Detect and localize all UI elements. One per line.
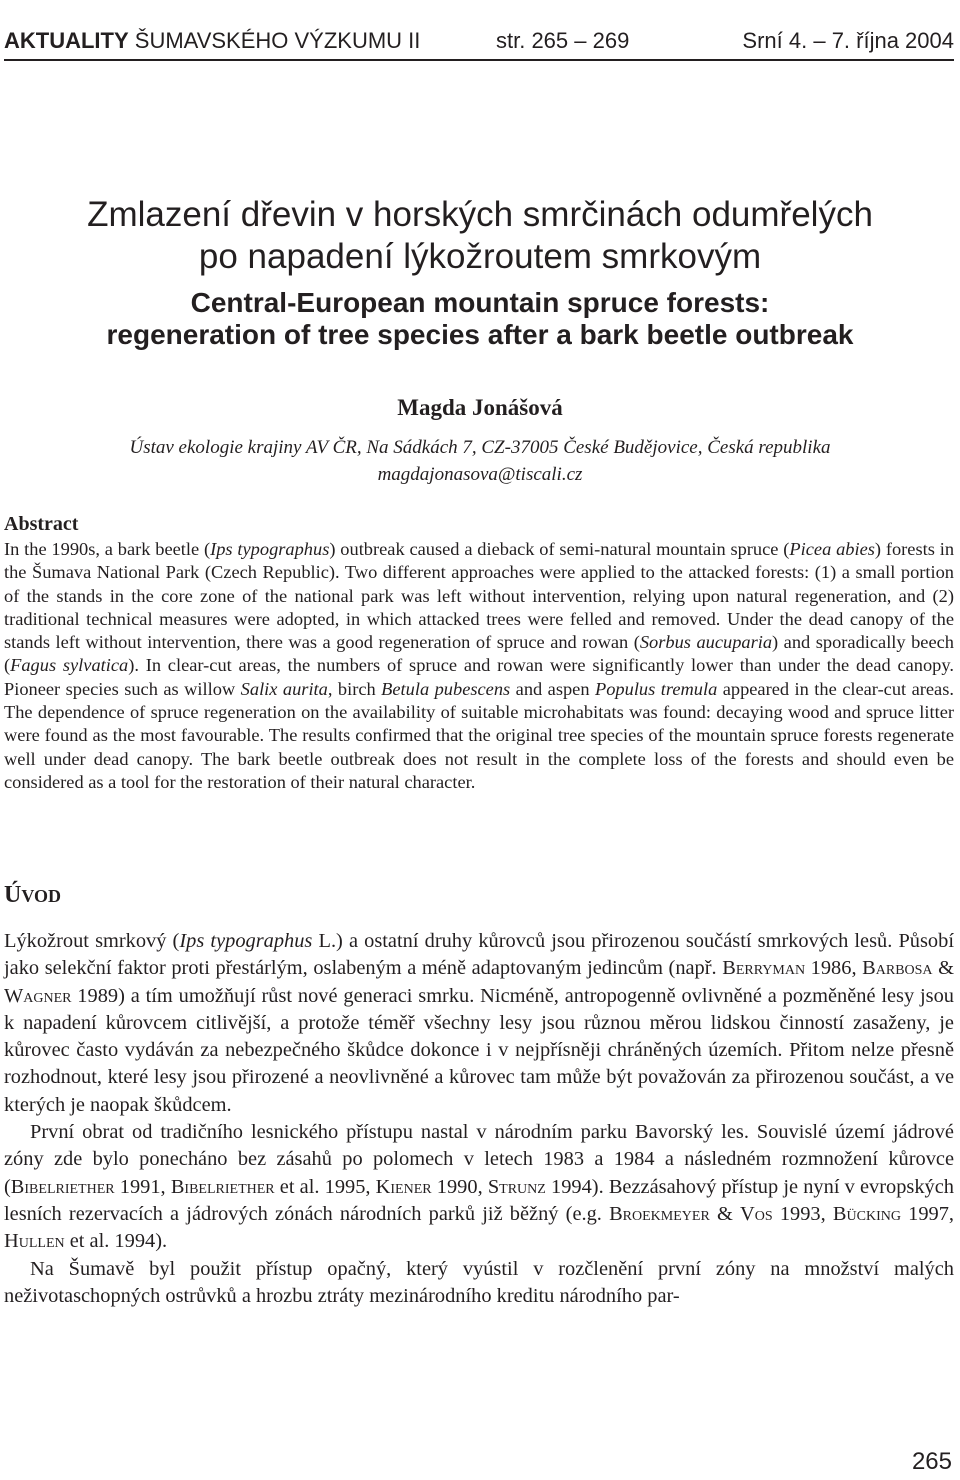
abstract-text: In the 1990s, a bark beetle (Ips typographus) outbreak caused a dieback of semi-natural mountain spruce (Picea abies) forests in the Šumava National Park (Czech Republic). Two different approaches were applied to the attacked forests: (1) a small portion of the stands in the core zone of the national park was left without intervention, relying upon natural regeneration, and (2) traditional technical measures were adopted, in which attacked trees were felled and removed. Under the dead canopy of the stands left without intervention, there was a good regeneration of spruce and rowan (Sorbus aucuparia) and sporadically beech (Fagus sylvatica). In clear-cut areas, the numbers of spruce and rowan were significantly lower than under the dead canopy. Pioneer species such as willow Salix aurita, birch Betula pubescens and aspen Populus tremula appeared in the clear-cut areas. The dependence of spruce regeneration on the availability of suitable microhabitats was found: decaying wood and spruce litter were found as the most favourable. The results confirmed that the original tree species of the mountain spruce forests regenerate well under dead canopy. The bark beetle outbreak does not result in the complete loss of the forests and should even be considered as a tool for the restoration of their natural character. bbox=[4, 539, 955, 792]
cited-author: Kiener bbox=[375, 1175, 432, 1198]
introduction-heading bbox=[4, 880, 61, 911]
cited-author: Strunz bbox=[487, 1175, 546, 1198]
czech-title-line-1: Zmlazení dřevin v horských smrčinách odumřelých bbox=[87, 195, 873, 234]
journal-name-bold: AKTUALITY bbox=[4, 28, 129, 53]
species-name: Fagus sylvatica bbox=[10, 655, 129, 676]
body-text bbox=[4, 928, 954, 1310]
cited-author: Vos bbox=[740, 1202, 773, 1225]
species-name: Ips typographus bbox=[210, 539, 330, 559]
body-paragraph-3: Na Šumavě byl použit přístup opačný, který vyústil v rozčlenění první zóny na množství malých neživotaschopných ostrůvků a hrozbu ztráty mezinárodního kreditu národního par- bbox=[4, 1257, 954, 1307]
species-name: Populus tremula bbox=[595, 678, 718, 699]
introduction-heading-initial: Ú bbox=[4, 882, 22, 908]
author-name: Magda Jonášová bbox=[397, 395, 563, 420]
page-number: 265 bbox=[911, 1448, 952, 1475]
cited-author: Bibelriether bbox=[10, 1175, 115, 1198]
species-name: Sorbus aucuparia bbox=[639, 632, 773, 653]
email-address: magdajonasova@tiscali.cz bbox=[377, 464, 583, 485]
journal-name bbox=[4, 28, 420, 54]
species-name: Betula pubescens bbox=[381, 678, 511, 699]
cited-author: Wagner bbox=[4, 984, 72, 1007]
journal-name-rest: ŠUMAVSKÉHO VÝZKUMU II bbox=[128, 28, 421, 53]
species-name: Ips typographus bbox=[179, 930, 313, 952]
affiliation: Ústav ekologie krajiny AV ČR, Na Sádkách 7, CZ-37005 České Budějovice, Česká republika bbox=[129, 437, 831, 458]
english-title-line-1: Central-European mountain spruce forests: bbox=[190, 287, 770, 318]
species-name: Salix aurita bbox=[240, 678, 328, 699]
cited-author: Bücking bbox=[832, 1202, 901, 1225]
abstract-heading: Abstract bbox=[4, 513, 79, 535]
czech-title-line-2: po napadení lýkožroutem smrkovým bbox=[198, 237, 762, 276]
page-range: str. 265 – 269 bbox=[496, 28, 630, 53]
cited-author: Barbosa bbox=[862, 957, 933, 980]
cited-author: Broekmeyer bbox=[609, 1202, 710, 1225]
header-rule bbox=[4, 59, 954, 61]
cited-author: Hullen bbox=[4, 1230, 65, 1253]
introduction-heading-rest: VOD bbox=[21, 886, 61, 906]
species-name: Picea abies bbox=[789, 539, 875, 559]
body-paragraph-2: První obrat od tradičního lesnického přístupu nastal v národním parku Bavorský les. Souvislé území jádrové zóny zde bylo ponecháno bez zásahů po polomech v letech 1983 a 1984 a následném rozmnožení kůrovce (Bibelriether 1991, Bibelriether et al. 1995, Kiener 1990, Strunz 1994). Bezzásahový přístup je nyní v evropských lesních rezervacích a jádrových zónách národních parků již běžný (e.g. Broekmeyer & Vos 1993, Bücking 1997, Hullen et al. 1994). bbox=[4, 1121, 955, 1253]
cited-author: Berryman bbox=[722, 957, 806, 980]
conference-dates: Srní 4. – 7. října 2004 bbox=[742, 28, 954, 53]
body-paragraph-1: Lýkožrout smrkový (Ips typographus L.) a ostatní druhy kůrovců jsou přirozenou součástí smrkových lesů. Působí jako selekční faktor proti přestárlým, oslabeným a méně adaptovaným jedincům (např. Berryman 1986, Barbosa & Wagner 1989) a tím umožňují růst nové generaci smrku. Nicméně, antropogenně ovlivněné a pozměněné lesy jsou k napadení kůrovcem citlivější, a protože téměř všechny lesy jsou různou měrou lidskou činností zasaženy, je kůrovec často vydáván za nebezpečného škůdce dokonce i v nejpřísněji chráněných územích. Přitom nelze přesně rozhodnout, které lesy jsou přirozené a neovlivněné a kůrovec tam může být považován za přirozenou součást, a ve kterých je naopak škůdcem. bbox=[4, 930, 954, 1116]
cited-author: Bibelriether bbox=[170, 1175, 275, 1198]
english-title-line-2: regeneration of tree species after a bark beetle outbreak bbox=[106, 319, 854, 350]
running-head bbox=[4, 28, 954, 62]
